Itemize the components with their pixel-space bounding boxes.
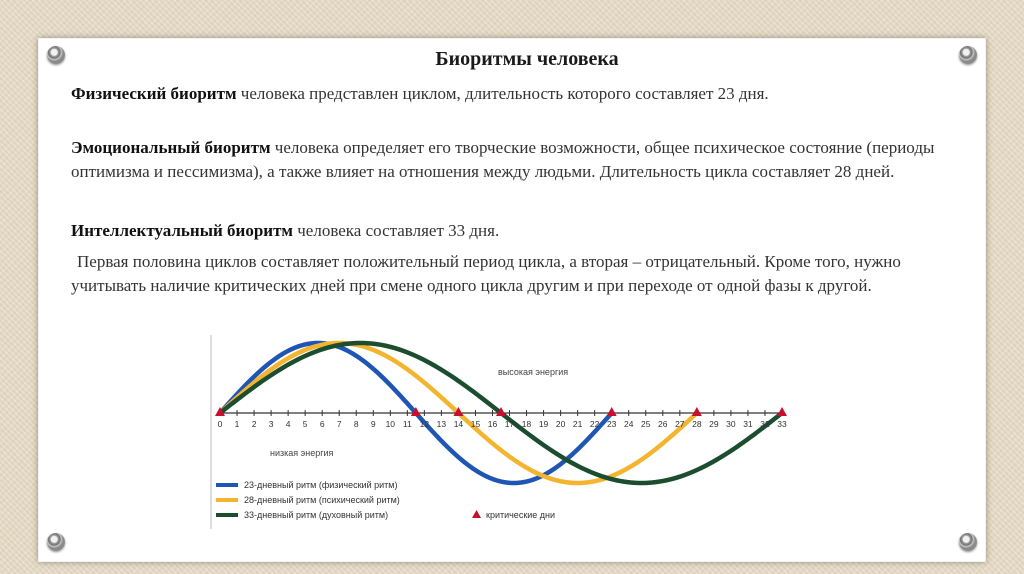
- x-tick-label: 26: [658, 419, 668, 429]
- upper-zone-label: высокая энергия: [498, 367, 569, 377]
- x-tick-label: 4: [285, 419, 291, 429]
- biorhythm-chart-svg: [212, 335, 816, 529]
- physical-paragraph: [71, 82, 771, 106]
- x-tick-label: 17: [504, 419, 515, 429]
- intellectual-text: человека составляет 33 дня.: [293, 221, 500, 240]
- biorhythm-chart: [210, 335, 816, 529]
- x-tick-label: 15: [470, 419, 481, 429]
- x-tick-label: 11: [402, 419, 412, 429]
- critical-day-marker: [692, 407, 702, 416]
- x-tick-label: 9: [370, 419, 376, 429]
- critical-day-marker: [607, 407, 617, 416]
- x-tick-label: 31: [743, 419, 753, 429]
- emotional-paragraph: [71, 136, 941, 184]
- x-tick-label: 28: [692, 419, 702, 429]
- slide: [38, 38, 986, 562]
- cycles-paragraph: Первая половина циклов составляет положительный период цикла, а вторая – отрицательный. Кроме того, нужно учитывать наличие критических дней при смене одного цикла другим и при переходе от одной фазы к другой.: [71, 252, 901, 295]
- intellectual-paragraph: [71, 219, 941, 243]
- lower-zone-label: низкая энергия: [270, 448, 334, 458]
- x-tick-label: 8: [353, 419, 359, 429]
- x-tick-label: 24: [623, 419, 634, 429]
- physical-term: Физический биоритм: [71, 84, 237, 103]
- x-tick-label: 27: [675, 419, 685, 429]
- x-tick-label: 5: [302, 419, 308, 429]
- legend-label-23: 23-дневный ритм (физический ритм): [244, 480, 398, 490]
- x-tick-label: 25: [641, 419, 651, 429]
- critical-day-marker: [777, 407, 787, 416]
- x-tick-label: 33: [777, 419, 787, 429]
- x-tick-label: 23: [606, 419, 617, 429]
- x-tick-label: 0: [217, 419, 223, 429]
- emotional-term: Эмоциональный биоритм: [71, 138, 271, 157]
- legend-label-33: 33-дневный ритм (духовный ритм): [244, 510, 389, 520]
- x-tick-label: 14: [453, 419, 464, 429]
- emotional-text: человека определяет его творческие возможности, общее психическое состояние (периоды оптимизма и пессимизма), а также влияет на отношения между людьми. Длительность цикла составляет 28 дней.: [71, 138, 935, 181]
- slide-title: Биоритмы человека: [435, 48, 619, 70]
- x-tick-label: 12: [419, 419, 430, 429]
- x-tick-label: 18: [521, 419, 532, 429]
- legend-critical-label: критические дни: [486, 510, 556, 520]
- x-tick-label: 10: [385, 419, 396, 429]
- x-tick-label: 20: [555, 419, 566, 429]
- physical-text: человека представлен циклом, длительность которого составляет 23 дня.: [236, 84, 769, 103]
- pin-icon: [959, 533, 977, 551]
- x-tick-label: 22: [589, 419, 600, 429]
- x-tick-label: 2: [251, 419, 257, 429]
- x-tick-label: 16: [487, 419, 498, 429]
- x-tick-label: 13: [436, 419, 447, 429]
- x-tick-label: 21: [572, 419, 583, 429]
- legend-label-28: 28-дневный ритм (психический ритм): [244, 495, 400, 505]
- intellectual-term: Интеллектуальный биоритм: [71, 221, 293, 240]
- x-tick-label: 3: [268, 419, 274, 429]
- x-tick-label: 6: [319, 419, 325, 429]
- x-tick-label: 19: [538, 419, 549, 429]
- x-tick-label: 7: [336, 419, 342, 429]
- legend-critical-marker: [472, 510, 481, 518]
- x-tick-label: 32: [760, 419, 770, 429]
- x-tick-label: 1: [234, 419, 240, 429]
- x-tick-label: 30: [726, 419, 736, 429]
- pin-icon: [47, 533, 65, 551]
- x-tick-label: 29: [709, 419, 719, 429]
